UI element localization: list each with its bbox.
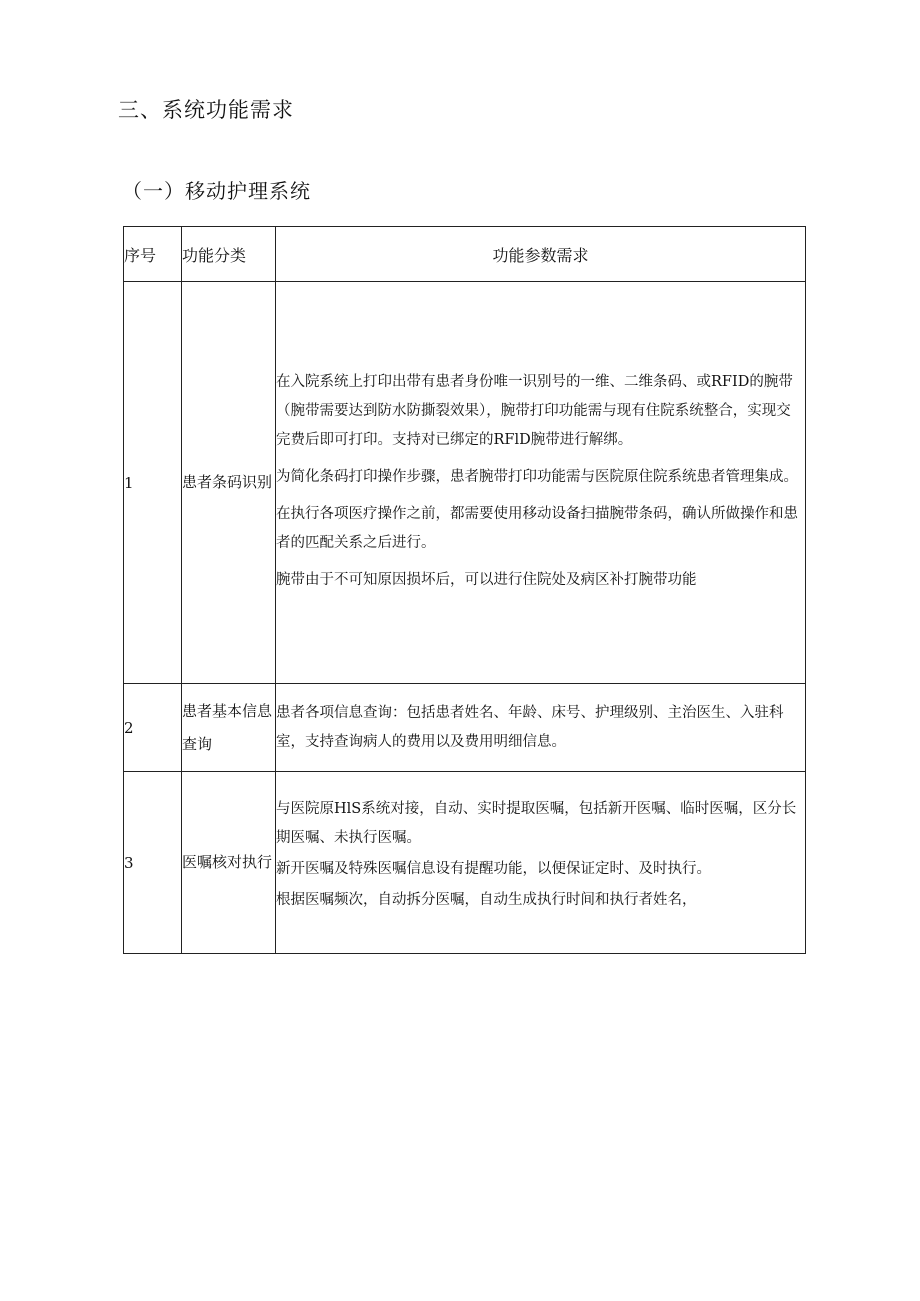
header-function-requirements: 功能参数需求 (276, 227, 806, 282)
table-row (124, 684, 806, 772)
table-row (124, 282, 806, 684)
row-serial-number: 3 (124, 772, 182, 954)
row-category: 患者条码识别 (182, 282, 276, 684)
requirement-paragraph: 根据医嘱频次，自动拆分医嘱，自动生成执行时间和执行者姓名， (276, 891, 697, 908)
row-requirements (276, 684, 806, 772)
requirement-paragraph: 患者各项信息查询：包括患者姓名、年龄、床号、护理级别、主治医生、入驻科室，支持查询病人的费用以及费用明细信息。 (276, 704, 784, 750)
requirements-table (123, 226, 806, 954)
row-category: 医嘱核对执行 (182, 772, 276, 954)
sub-section-title: （一）移动护理系统 (122, 179, 311, 203)
row-requirements (276, 282, 806, 684)
section-title: 三、系统功能需求 (118, 98, 294, 122)
requirement-paragraph: 为简化条码打印操作步骤，患者腕带打印功能需与医院原住院系统患者管理集成。 (276, 469, 798, 485)
table-row (124, 772, 806, 954)
requirement-paragraph: 新开医嘱及特殊医嘱信息设有提醒功能，以便保证定时、及时执行。 (276, 860, 711, 877)
row-requirements (276, 772, 806, 954)
header-serial-number: 序号 (124, 227, 182, 282)
header-function-category: 功能分类 (182, 227, 276, 282)
row-serial-number: 2 (124, 684, 182, 772)
requirement-paragraph: 腕带由于不可知原因损坏后，可以进行住院处及病区补打腕带功能 (276, 572, 697, 588)
row-serial-number: 1 (124, 282, 182, 684)
requirement-paragraph: 与医院原HlS系统对接，自动、实时提取医嘱，包括新开医嘱、临时医嘱，区分长期医嘱、未执行医嘱。 (276, 800, 797, 846)
requirement-paragraph: 在执行各项医疗操作之前，都需要使用移动设备扫描腕带条码，确认所做操作和患者的匹配关系之后进行。 (276, 506, 798, 551)
table-header-row (124, 227, 806, 282)
requirement-paragraph: 在入院系统上打印出带有患者身份唯一识别号的一维、二维条码、或RFID的腕带（腕带需要达到防水防撕裂效果），腕带打印功能需与现有住院系统整合，实现交完费后即可打印。支持对已绑定的RFlD腕带进行解绑。 (276, 374, 793, 448)
row-category: 患者基本信息查询 (182, 684, 276, 772)
